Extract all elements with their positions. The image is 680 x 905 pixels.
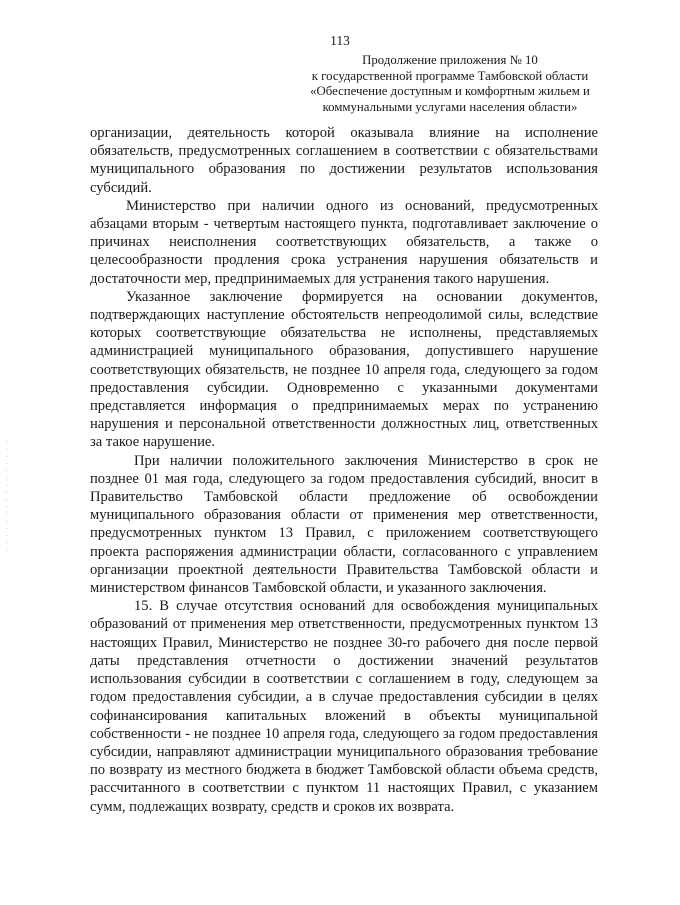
document-body [90, 124, 598, 816]
appendix-header-line: к государственной программе Тамбовской области [311, 68, 589, 83]
page-number: 113 [330, 33, 350, 48]
scan-margin-mark: · · · · · · · · · · · · · · · · [3, 440, 10, 552]
appendix-header [300, 53, 600, 115]
appendix-header-line: «Обеспечение доступным и комфортным жильем и [310, 84, 590, 98]
paragraph-item-15: 15. В случае отсутствия оснований для освобождения муниципальных образований от применения мер ответственности, предусмотренных пунктом 13 настоящих Правил, Министерство не позднее 30-го рабочего дня после первой даты представления отчетности о достижении значений результатов использования субсидии в соответствии с соглашением в году, следующем за годом предоставления субсидии, а в случае предоставления субсидии в целях софинансирования капитальных вложений в объекты муниципальной собственности - не позднее 10 апреля года, следующего за годом предоставления субсидии, направляют администрации муниципального образования требование по возврату из местного бюджета в бюджет Тамбовской области объема средств, рассчитанного в соответствии с пунктом 11 настоящих Правил, с указанием сумм, подлежащих возврату, средств и сроков их возврата. [90, 598, 598, 815]
appendix-header-line: Продолжение приложения № 10 [362, 53, 538, 67]
paragraph-continuation: организации, деятельность которой оказывала влияние на исполнение обязательств, предусмотренных соглашением в соответствии с обязательствами муниципального образования по достижении результатов использования субсидий. [90, 125, 598, 196]
appendix-header-line: коммунальными услугами населения области» [322, 99, 578, 114]
paragraph-conclusion-preparation: Министерство при наличии одного из оснований, предусмотренных абзацами вторым - четвертым настоящего пункта, подготавливает заключение о причинах неисполнения соответствующих обязательств, а также о целесообразности продления срока устранения нарушения обязательств и достаточности мер, предпринимаемых для устранения такого нарушения. [90, 197, 598, 287]
paragraph-positive-conclusion: При наличии положительного заключения Министерство в срок не позднее 01 мая года, следующего за годом предоставления субсидий, вносит в Правительство Тамбовской области предложение об освобождении муниципального образования области от применения мер ответственности, предусмотренных пунктом 13 Правил, с приложением соответствующего проекта распоряжения администрации области, согласованного с управлением организации проектной деятельности Правительства Тамбовской области и министерством финансов Тамбовской области, и указанного заключения. [90, 452, 598, 597]
paragraph-conclusion-basis: Указанное заключение формируется на основании документов, подтверждающих наступление обстоятельств непреодолимой силы, вследствие которых соответствующие обязательства не исполнены, представляемых администрацией муниципального образования, допустившего нарушение соответствующих обязательств, не позднее 10 апреля года, следующего за годом предоставления субсидии. Одновременно с указанными документами представляется информация о предпринимаемых мерах по устранению нарушения и персональной ответственности должностных лиц, ответственных за такое нарушение. [90, 288, 598, 451]
